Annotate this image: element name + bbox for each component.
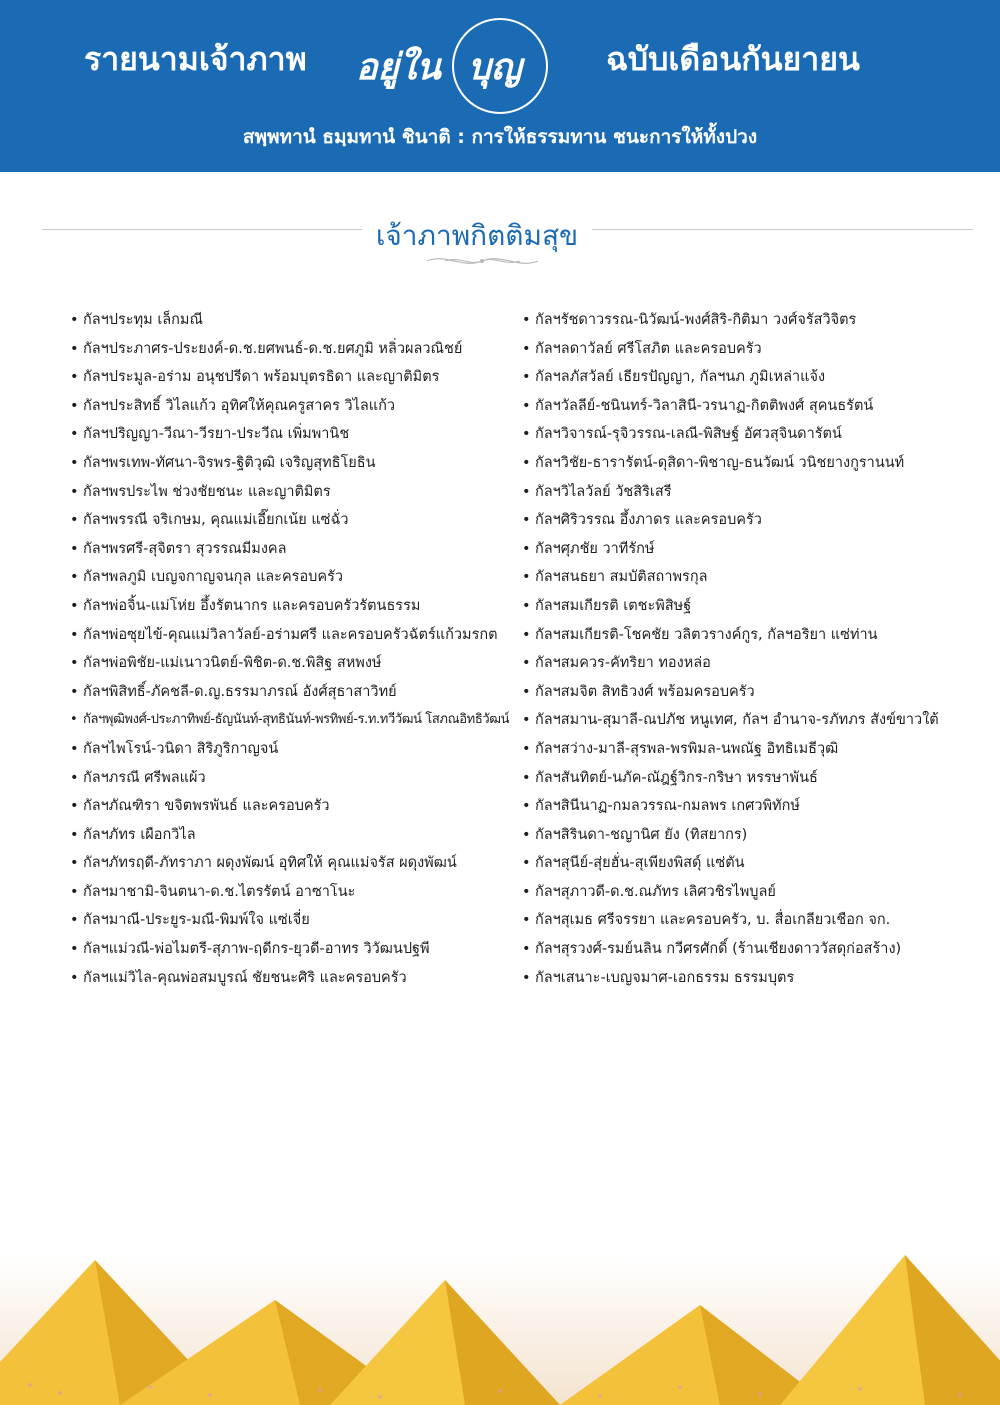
donor-name-item: • กัลฯพรศรี-สุจิตรา สุวรรณมีมงคล — [70, 535, 520, 564]
header-banner — [0, 0, 1000, 172]
donor-name-item: • กัลฯพ่อจิ้น-แม่โห่ย อึ้งรัตนากร และครอบครัวรัตนธรรม — [70, 592, 520, 621]
donor-name-item: • กัลฯพรประไพ ช่วงชัยชนะ และญาติมิตร — [70, 478, 520, 507]
donor-name-item: • กัลฯภรณี ศรีพลแผ้ว — [70, 764, 520, 793]
donor-name-item: • กัลฯปริญญา-วีณา-วีรยา-ประวีณ เพิ่มพานิช — [70, 420, 520, 449]
donor-name-item: • กัลฯพรเทพ-ทัศนา-จิรพร-ฐิติวุฒิ เจริญสุทธิโยธิน — [70, 449, 520, 478]
logo — [348, 14, 568, 114]
donor-name-item: • กัลฯลภัสวัลย์ เธียรปัญญา, กัลฯนภ ภูมิเหล่าแจ้ง — [522, 363, 982, 392]
header-title-right: ฉบับเดือนกันยายน — [606, 40, 860, 78]
golden-pyramids-decoration — [0, 1215, 1000, 1405]
donor-name-item: • กัลฯสุนีย์-สุ่ยฮั่น-สุเพียงพิสดุ์ แซ่ตัน — [522, 849, 982, 878]
section-title: เจ้าภาพกิตติมสุข — [375, 219, 579, 252]
donor-name-item: • กัลฯศิริวรรณ อึ้งภาดร และครอบครัว — [522, 506, 982, 535]
section-divider-left — [42, 229, 362, 230]
donor-list-left — [70, 306, 520, 992]
donor-name-item: • กัลฯวิจารณ์-รุจิวรรณ-เลณี-พิสิษฐ์ อัศวสุจินดารัตน์ — [522, 420, 982, 449]
donor-name-item: • กัลฯสว่าง-มาลี-สุรพล-พรพิมล-นพณัฐ อิทธิเมธีวุฒิ — [522, 735, 982, 764]
donor-name-item: • กัลฯสมควร-คัทริยา ทองหล่อ — [522, 649, 982, 678]
donor-name-item: • กัลฯรัชดาวรรณ-นิวัฒน์-พงศ์สิริ-กิติมา วงศ์จรัสวิจิตร — [522, 306, 982, 335]
donor-name-item: • กัลฯลดาวัลย์ ศรีโสภิต และครอบครัว — [522, 335, 982, 364]
header-subtitle: สพฺพทานํ ธมฺมทานํ ชินาติ : การให้ธรรมทาน ชนะการให้ทั้งปวง — [242, 126, 758, 148]
donor-name-item: • กัลฯสุรวงศ์-รมย์นลิน กวีศรศักดิ์ (ร้านเชียงดาววัสดุก่อสร้าง) — [522, 935, 982, 964]
donor-name-item: • กัลฯเสนาะ-เบญจมาศ-เอกธรรม ธรรมบุตร — [522, 964, 982, 993]
flourish-ornament-icon — [425, 252, 540, 270]
donor-name-item: • กัลฯพ่อซุยไข้-คุณแม่วิลาวัลย์-อร่ามศรี และครอบครัวฉัตร์แก้วมรกต — [70, 621, 520, 650]
donor-name-item: • กัลฯประภาศร-ประยงค์-ด.ช.ยศพนธ์-ด.ช.ยศภูมิ หลิ่วผลวณิชย์ — [70, 335, 520, 364]
donor-name-item: • กัลฯวิไลวัลย์ วัชสิริเสรี — [522, 478, 982, 507]
donor-name-item: • กัลฯประสิทธิ์ วิไลแก้ว อุทิศให้คุณครูสาคร วิไลแก้ว — [70, 392, 520, 421]
donor-name-item: • กัลฯสมาน-สุมาลี-ณปภัช หนูเทศ, กัลฯ อำนาจ-รภัทภร สังข์ขาวใต้ — [522, 706, 982, 735]
donor-name-item: • กัลฯสันทิตย์-นภัค-ณัฎฐ์วิกร-กริษา หรรษาพันธ์ — [522, 764, 982, 793]
donor-name-item: • กัลฯภัทรฤดี-ภัทราภา ผดุงพัฒน์ อุทิศให้ คุณแม่จรัส ผดุงพัฒน์ — [70, 849, 520, 878]
donor-name-item: • กัลฯมาณี-ประยูร-มณี-พิมพ์ใจ แซ่เจี่ย — [70, 906, 520, 935]
donor-name-item: • กัลฯศุภชัย วาทีรักษ์ — [522, 535, 982, 564]
donor-name-item: • กัลฯสมเกียรติ-โชคชัย วลิตวรางค์กูร, กัลฯอริยา แซ่ท่าน — [522, 621, 982, 650]
logo-word-1: อยู่ใน — [356, 46, 441, 88]
donor-name-item: • กัลฯพรรณี จริเกษม, คุณแม่เอี๊ยกเน้ย แซ่ฉั่ว — [70, 506, 520, 535]
donor-name-item: • กัลฯสนธยา สมบัติสถาพรกุล — [522, 563, 982, 592]
donor-name-item: • กัลฯแม่วิไล-คุณพ่อสมบูรณ์ ชัยชนะศิริ และครอบครัว — [70, 964, 520, 993]
donor-name-item: • กัลฯประมูล-อร่าม อนุชปรีดา พร้อมบุตรธิดา และญาติมิตร — [70, 363, 520, 392]
donor-name-item: • กัลฯสุเมธ ศรีจรรยา และครอบครัว, บ. สื่อเกลียวเชือก จก. — [522, 906, 982, 935]
donor-name-item: • กัลฯพ่อพิชัย-แม่เนาวนิตย์-พิชิต-ด.ช.พิสิฐ สหพงษ์ — [70, 649, 520, 678]
donor-name-item: • กัลฯสมเกียรติ เตชะพิสิษฐ์ — [522, 592, 982, 621]
donor-name-item: • กัลฯวัลลีย์-ชนินทร์-วิลาสินี-วรนาฏ-กิตติพงศ์ สุคนธรัตน์ — [522, 392, 982, 421]
donor-name-item: • กัลฯพลภูมิ เบญจกาญจนกุล และครอบครัว — [70, 563, 520, 592]
donor-name-item: • กัลฯแม่วณี-พ่อไมตรี-สุภาพ-ฤดีกร-ยุวดี-อาทร วิวัฒนปฐพี — [70, 935, 520, 964]
donor-list-right — [522, 306, 982, 992]
donor-name-item: • กัลฯวิชัย-ธารารัตน์-ดุสิดา-พิชาญ-ธนวัฒน์ วนิชยางกูรานนท์ — [522, 449, 982, 478]
donor-name-item: • กัลฯภัทร เผือกวิไล — [70, 821, 520, 850]
donor-name-item: • กัลฯมาชามิ-จินตนา-ด.ช.ไตรรัตน์ อาซาโนะ — [70, 878, 520, 907]
donor-name-item: • กัลฯพิสิทธิ์-ภัคชลี-ด.ญ.ธรรมาภรณ์ อังศ์สุธาสาวิทย์ — [70, 678, 520, 707]
donor-name-item: • กัลฯประทุม เล็กมณี — [70, 306, 520, 335]
header-title-left: รายนามเจ้าภาพ — [84, 40, 307, 78]
donor-name-item: • กัลฯภัณฑิรา ขจิตพรพันธ์ และครอบครัว — [70, 792, 520, 821]
donor-name-item: • กัลฯสินีนาฏ-กมลวรรณ-กมลพร เกศวพิทักษ์ — [522, 792, 982, 821]
donor-name-item: • กัลฯไพโรน์-วนิดา สิริภูริกาญจน์ — [70, 735, 520, 764]
donor-name-item: • กัลฯสมจิต สิทธิวงศ์ พร้อมครอบครัว — [522, 678, 982, 707]
donor-name-item: • กัลฯสุภาวดี-ด.ช.ณภัทร เลิศวชิรไพบูลย์ — [522, 878, 982, 907]
section-divider-right — [592, 229, 973, 230]
donor-name-item: • กัลฯพุฒิพงศ์-ประภาทิพย์-ธัญนันท์-สุทธินันท์-พรทิพย์-ร.ท.ทวีวัฒน์ โสภณอิทธิวัฒน์ — [70, 706, 520, 735]
logo-word-2: บุญ — [468, 46, 522, 88]
donor-name-item: • กัลฯสิรินดา-ชญานิศ ยัง (ทิสยากร) — [522, 821, 982, 850]
